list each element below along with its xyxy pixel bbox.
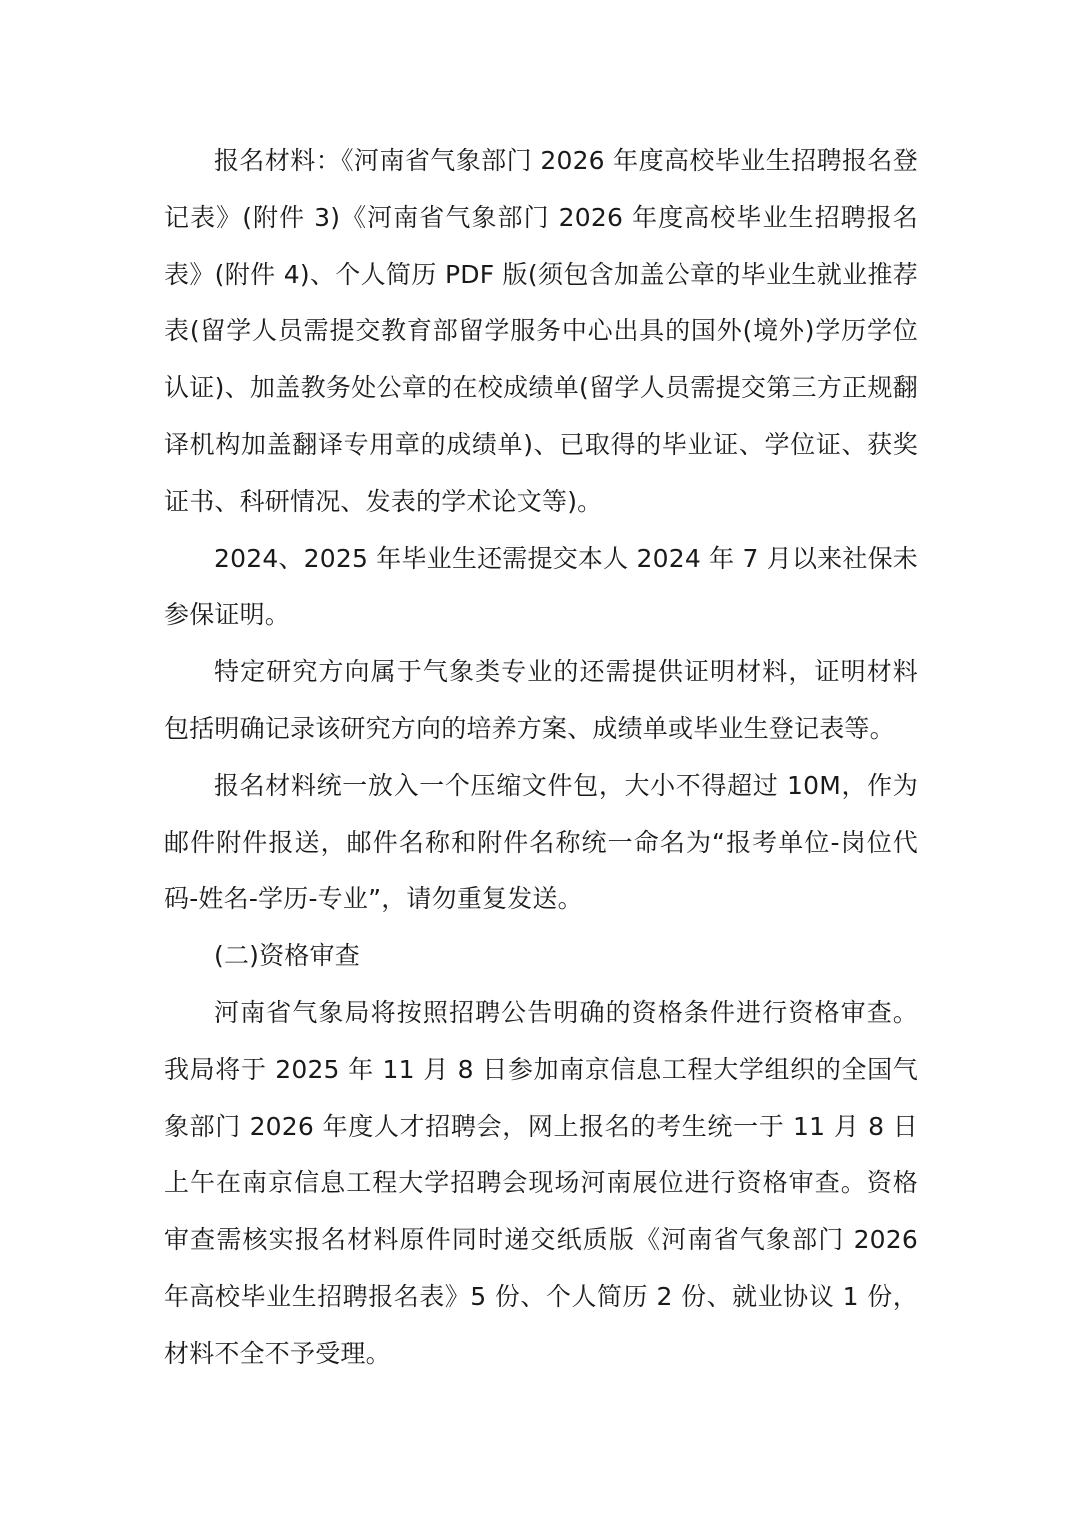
paragraph-submission-format: 报名材料统一放入一个压缩文件包，大小不得超过 10M，作为邮件附件报送，邮件名称和附件名称统一命名为“报考单位-岗位代码-姓名-学历-专业”，请勿重复发送。	[164, 770, 918, 914]
paragraph-application-materials: 报名材料：《河南省气象部门 2026 年度高校毕业生招聘报名登记表》(附件 3)《河南省气象部门 2026 年度高校毕业生招聘报名表》(附件 4)、个人简历 PDF 版(须包含加盖公章的毕业生就业推荐表(留学人员需提交教育部留学服务中心出具的国外(境外)学历学位认证)、加盖教务处公章的在校成绩单(留学人员需提交第三方正规翻译机构加盖翻译专用章的成绩单)、已取得的毕业证、学位证、获奖证书、科研情况、发表的学术论文等)。	[164, 146, 918, 516]
section-heading-qualification-review: (二)资格审查	[214, 941, 360, 971]
paragraph-research-direction-proof: 特定研究方向属于气象类专业的还需提供证明材料，证明材料包括明确记录该研究方向的培养方案、成绩单或毕业生登记表等。	[164, 657, 918, 743]
paragraph-qualification-review: 河南省气象局将按照招聘公告明确的资格条件进行资格审查。我局将于 2025 年 11 月 8 日参加南京信息工程大学组织的全国气象部门 2026 年度人才招聘会，网上报名的考生统一于 11 月 8 日上午在南京信息工程大学招聘会现场河南展位进行资格审查。资格审查需核实报名材料原件同时递交纸质版《河南省气象部门 2026 年高校毕业生招聘报名表》5 份、个人简历 2 份、就业协议 1 份，材料不全不予受理。	[164, 997, 918, 1368]
document-body	[164, 133, 918, 1383]
paragraph-social-security-proof: 2024、2025 年毕业生还需提交本人 2024 年 7 月以来社保未参保证明。	[164, 543, 918, 630]
